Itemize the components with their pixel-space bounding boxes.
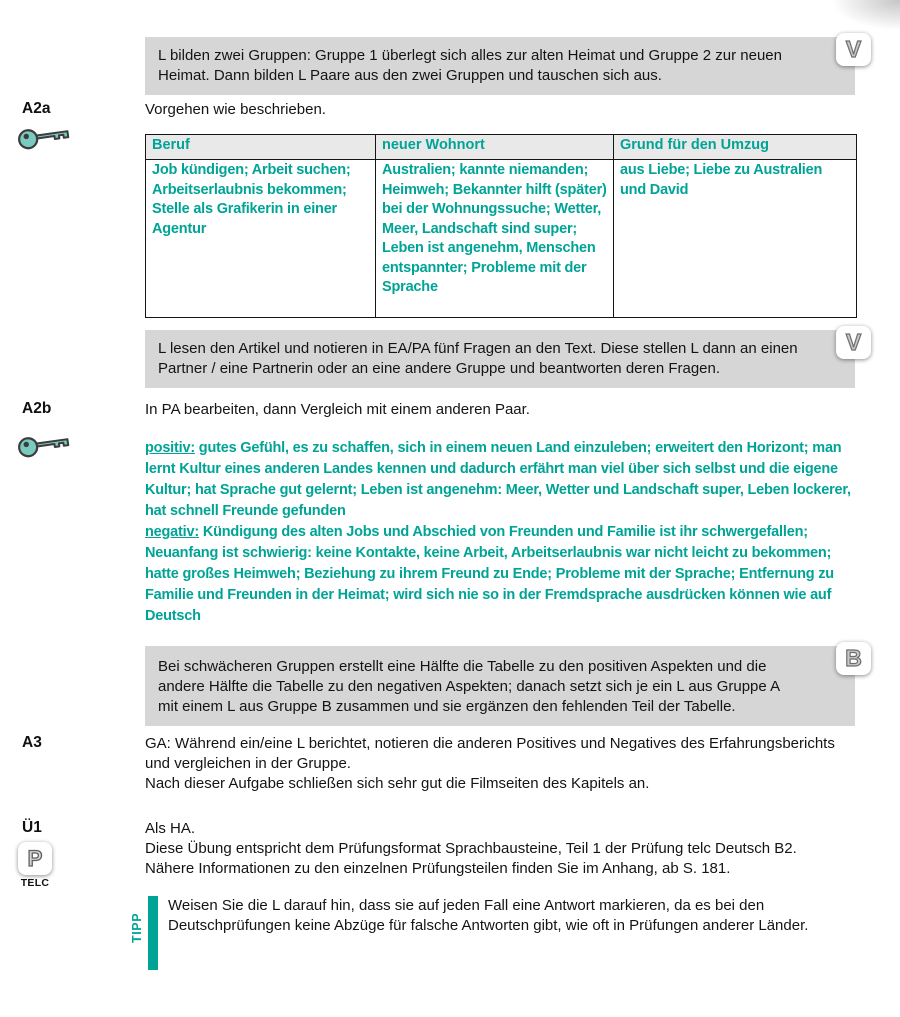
a2b-instruction: In PA bearbeiten, dann Vergleich mit einem anderen Paar.: [145, 401, 530, 418]
telc-caption: TELC: [20, 877, 50, 889]
a2a-instruction: Vorgehen wie beschrieben.: [145, 101, 326, 118]
cell-wohnort: Australien; kannte niemanden; Heimweh; Bekannter hilft (später) bei der Wohnungssuche; Wetter, Meer, Landschaft sind super; Leben ist angenehm, Menschen entspannter; Probleme mit der Sprache: [376, 160, 614, 318]
col-header-beruf: Beruf: [146, 135, 376, 160]
table-header-row: [146, 135, 857, 160]
task-label-a2b: A2b: [22, 400, 52, 417]
task-label-a2a: A2a: [22, 100, 51, 117]
tipp-text: Weisen Sie die L darauf hin, dass sie auf jeden Fall eine Antwort markieren, da es bei den Deutschprüfungen keine Abzüge für falsche Antworten gibt, wie oft in Prüfungen anderer Länder.: [168, 897, 809, 934]
negativ-paragraph: negativ: Kündigung des alten Jobs und Abschied von Freunden und Familie ist ihr schwergefallen; Neuanfang ist schwierig: keine Kontakte, keine Arbeit, Arbeitserlaubnis war nicht leicht zu bekommen; hatte großes Heimweh; Beziehung zu ihrem Freund zu Ende; Probleme mit der Sprache; Entfernung zu Familie und Freunden in der Heimat; wird sich nie so in der Fremdsprache ausdrücken können wie auf Deutsch: [145, 524, 834, 624]
tipp-box: [130, 896, 826, 970]
a2b-answer-key: [145, 438, 862, 627]
positiv-label: positiv:: [145, 440, 195, 456]
u1-instruction: Als HA. Diese Übung entspricht dem Prüfungsformat Sprachbausteine, Teil 1 der Prüfung telc Deutsch B2. Nähere Informationen zu den einzelnen Prüfungsteilen finden Sie im Anhang, ab S. 181.: [145, 820, 797, 877]
a3-instruction: GA: Während ein/eine L berichtet, notieren die anderen Positives und Negatives des Erfahrungsberichts und vergleichen in der Gruppe. Nach dieser Aufgabe schließen sich sehr gut die Filmseiten des Kapitels an.: [145, 735, 835, 792]
positiv-paragraph: positiv: gutes Gefühl, es zu schaffen, sich in einem neuen Land einzuleben; erweitert den Horizont; man lernt Kultur eines anderen Landes kennen und dadurch erfährt man viel über sich selbst und die eigene Kultur; hat Sprache gut gelernt; Leben ist angenehm: Meer, Wetter und Landschaft super, Leben lockerer, hat schnell Freunde gefunden: [145, 440, 851, 519]
method-box-1: [145, 36, 862, 95]
col-header-grund: Grund für den Umzug: [614, 135, 857, 160]
method-box-3: [145, 645, 862, 726]
negativ-label: negativ:: [145, 524, 199, 540]
page-corner-shadow: [810, 0, 900, 34]
method-box-1-text: L bilden zwei Gruppen: Gruppe 1 überlegt sich alles zur alten Heimat und Gruppe 2 zur neuen Heimat. Dann bilden L Paare aus den zwei Gruppen und tauschen sich aus.: [158, 47, 782, 84]
method-box-2-text: L lesen den Artikel und notieren in EA/PA fünf Fragen an den Text. Diese stellen L dann an einen Partner / eine Partnerin oder an eine andere Gruppe und beantworten deren Fragen.: [158, 340, 798, 377]
key-icon: [16, 427, 72, 466]
cell-beruf: Job kündigen; Arbeit suchen; Arbeitserlaubnis bekommen; Stelle als Grafikerin in einer Agentur: [146, 160, 376, 318]
method-box-3-text: Bei schwächeren Gruppen erstellt eine Hälfte die Tabelle zu den positiven Aspekten und die andere Hälfte die Tabelle zu den negativen Aspekten; danach setzt sich je ein L aus Gruppe A mit einem L aus Gruppe B zusammen und sie ergänzen den fehlenden Teil der Tabelle.: [158, 658, 780, 715]
method-box-2: [145, 329, 862, 388]
answer-key-table: [145, 134, 857, 318]
binnendifferenzierung-badge-icon: B: [836, 642, 871, 675]
tipp-label: TIPP: [130, 912, 144, 943]
table-row: [146, 160, 857, 318]
cell-grund: aus Liebe; Liebe zu Australien und David: [614, 160, 857, 318]
col-header-wohnort: neuer Wohnort: [376, 135, 614, 160]
task-label-u1: Ü1: [22, 819, 42, 836]
tipp-bar: [148, 896, 158, 970]
variation-badge-icon: V: [836, 326, 871, 359]
variation-badge-icon: V: [836, 33, 871, 66]
pruefung-badge-icon: P: [18, 842, 52, 875]
task-label-a3: A3: [22, 734, 42, 751]
key-icon: [16, 119, 72, 158]
